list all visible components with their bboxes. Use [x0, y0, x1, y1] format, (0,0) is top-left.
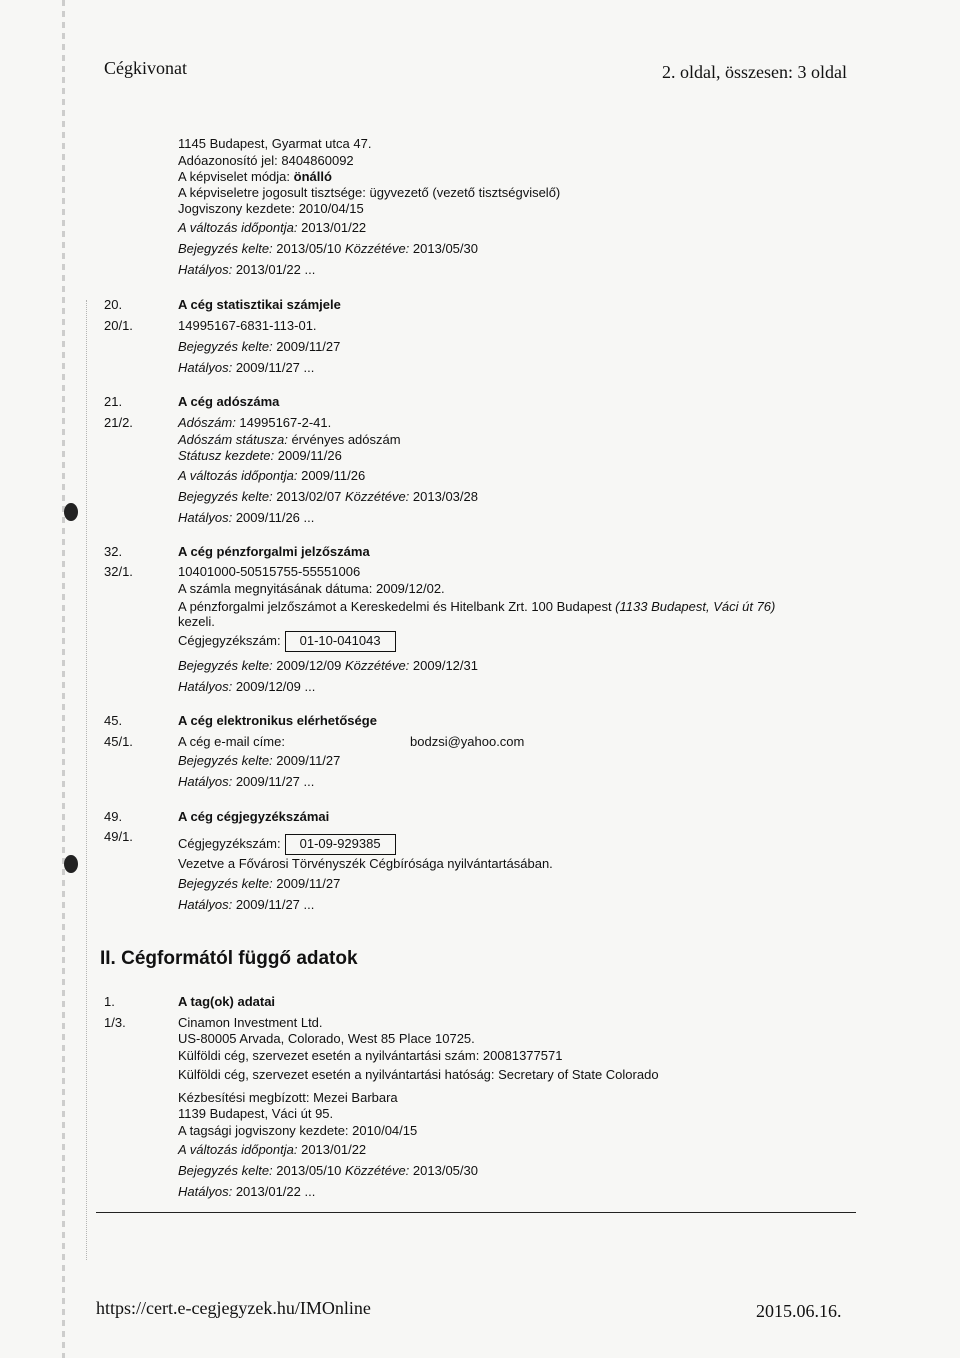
section-title: A tag(ok) adatai	[178, 994, 276, 1009]
effective-label: Hatályos:	[178, 1184, 236, 1199]
registration-line	[178, 658, 478, 674]
effective-label: Hatályos:	[178, 510, 236, 525]
effective-label: Hatályos:	[178, 897, 236, 912]
publication-label: Közzétéve:	[341, 658, 413, 673]
tax-id-label: Adóazonosító jel:	[178, 153, 282, 168]
registration-label: Bejegyzés kelte:	[178, 489, 277, 504]
registration-date: 2009/12/09	[276, 658, 342, 673]
tax-id-value: 8404860092	[281, 153, 354, 168]
representation-mode-value: önálló	[293, 169, 332, 184]
legal-relationship-line	[178, 201, 364, 217]
agent-address: 1139 Budapest, Váci út 95.	[178, 1106, 334, 1121]
section-number: 1.	[104, 994, 115, 1009]
regno-box: 01-09-929385	[285, 834, 396, 855]
registration-line	[178, 241, 478, 257]
section-title: A cég statisztikai számjele	[178, 297, 341, 312]
managed-line: kezeli.	[178, 614, 215, 629]
section-number: 45.	[104, 713, 123, 728]
registration-line	[178, 1163, 478, 1179]
section-title: A cég cégjegyzékszámai	[178, 809, 330, 824]
publication-date: 2013/05/30	[412, 241, 478, 256]
registration-date: 2009/11/27	[276, 876, 341, 891]
status-start-label: Státusz kezdete:	[178, 448, 278, 463]
registration-label: Bejegyzés kelte:	[178, 339, 277, 354]
change-date-label: A változás időpontja:	[178, 1142, 302, 1157]
section-number: 20.	[104, 297, 123, 312]
effective-date: 2009/11/26 ...	[235, 510, 315, 525]
regno-label: Cégjegyzékszám:	[178, 633, 281, 648]
subsection-number: 20/1.	[104, 318, 133, 333]
bank-regno-line	[178, 631, 396, 652]
effective-label: Hatályos:	[178, 360, 236, 375]
punch-hole-icon	[64, 855, 78, 873]
publication-label: Közzétéve:	[341, 1163, 413, 1178]
tax-status-label: Adószám státusza:	[178, 432, 292, 447]
subsection-number: 45/1.	[104, 734, 133, 749]
section-title: A cég pénzforgalmi jelzőszáma	[178, 544, 370, 559]
change-date-label: A változás időpontja:	[178, 468, 302, 483]
part-title: II. Cégformától függő adatok	[100, 948, 358, 969]
registration-date: 2009/11/27	[276, 753, 341, 768]
effective-line	[178, 897, 314, 913]
publication-label: Közzétéve:	[341, 489, 413, 504]
scan-edge-marks	[62, 0, 65, 1358]
publication-date: 2013/03/28	[412, 489, 478, 504]
registration-label: Bejegyzés kelte:	[178, 1163, 277, 1178]
section-number: 49.	[104, 809, 123, 824]
effective-line	[178, 262, 315, 278]
effective-date: 2009/11/27 ...	[235, 360, 315, 375]
change-date-line	[178, 468, 365, 484]
effective-date: 2013/01/22 ...	[235, 262, 316, 277]
bank-line	[178, 599, 775, 615]
change-date-value: 2013/01/22	[301, 1142, 367, 1157]
position-line	[178, 185, 560, 201]
effective-line	[178, 510, 314, 526]
subsection-number: 32/1.	[104, 564, 133, 579]
publication-date: 2009/12/31	[412, 658, 478, 673]
publication-date: 2013/05/30	[412, 1163, 478, 1178]
effective-label: Hatályos:	[178, 774, 236, 789]
legal-relationship-label: Jogviszony kezdete:	[178, 201, 299, 216]
change-date-value: 2013/01/22	[301, 220, 367, 235]
footer-url[interactable]: https://cert.e-cegjegyzek.hu/IMOnline	[96, 1298, 371, 1318]
address-line: 1145 Budapest, Gyarmat utca 47.	[178, 136, 372, 151]
effective-date: 2013/01/22 ...	[235, 1184, 316, 1199]
account-open-date-line: A számla megnyitásának dátuma: 2009/12/02.	[178, 581, 445, 596]
effective-date: 2009/11/27 ...	[235, 774, 315, 789]
registration-date: 2013/02/07	[276, 489, 342, 504]
tax-id-line	[178, 153, 354, 169]
effective-date: 2009/11/27 ...	[235, 897, 315, 912]
member-address: US-80005 Arvada, Colorado, West 85 Place 10725.	[178, 1031, 475, 1046]
section-title: A cég elektronikus elérhetősége	[178, 713, 377, 728]
subsection-number: 1/3.	[104, 1015, 126, 1030]
registration-label: Bejegyzés kelte:	[178, 658, 277, 673]
email-value[interactable]: bodzsi@yahoo.com	[410, 734, 525, 749]
subsection-number: 49/1.	[104, 829, 133, 844]
foreign-reg-line: Külföldi cég, szervezet esetén a nyilvántartási szám: 20081377571	[178, 1048, 563, 1063]
bank-address: (1133 Budapest, Váci út 76)	[615, 599, 776, 614]
court-line: Vezetve a Fővárosi Törvényszék Cégbírósága nyilvántartásában.	[178, 856, 553, 871]
tax-number-label: Adószám:	[178, 415, 240, 430]
effective-date: 2009/12/09 ...	[235, 679, 316, 694]
registration-line	[178, 753, 340, 769]
position-label: A képviseletre jogosult tisztsége:	[178, 185, 370, 200]
punch-hole-icon	[64, 503, 78, 521]
effective-line	[178, 774, 314, 790]
tax-number-value: 14995167-2-41.	[239, 415, 332, 430]
section-number: 32.	[104, 544, 123, 559]
effective-label: Hatályos:	[178, 679, 236, 694]
document-title: Cégkivonat	[104, 58, 187, 78]
status-start-value: 2009/11/26	[277, 448, 342, 463]
member-name: Cinamon Investment Ltd.	[178, 1015, 323, 1030]
email-label: A cég e-mail címe:	[178, 734, 285, 749]
section-title: A cég adószáma	[178, 394, 280, 409]
bank-text: A pénzforgalmi jelzőszámot a Kereskedelmi és Hitelbank Zrt. 100 Budapest	[178, 599, 616, 614]
account-number: 10401000-50515755-55551006	[178, 564, 361, 579]
publication-label: Közzétéve:	[341, 241, 413, 256]
regno-label: Cégjegyzékszám:	[178, 836, 281, 851]
tax-status-line	[178, 432, 401, 448]
regno-box: 01-10-041043	[285, 631, 396, 652]
change-date-line	[178, 220, 366, 236]
change-date-label: A változás időpontja:	[178, 220, 302, 235]
effective-label: Hatályos:	[178, 262, 236, 277]
footer-date: 2015.06.16.	[756, 1301, 842, 1321]
scan-dotted-line	[86, 300, 88, 1260]
page-indicator: 2. oldal, összesen: 3 oldal	[662, 62, 847, 82]
statistical-number: 14995167-6831-113-01.	[178, 318, 317, 333]
footer-divider	[96, 1212, 856, 1213]
registration-line	[178, 339, 340, 355]
registration-date: 2013/05/10	[276, 1163, 342, 1178]
status-start-line	[178, 448, 342, 464]
registration-label: Bejegyzés kelte:	[178, 753, 277, 768]
change-date-line	[178, 1142, 366, 1158]
position-value: ügyvezető (vezető tisztségviselő)	[369, 185, 561, 200]
effective-line	[178, 360, 314, 376]
legal-relationship-value: 2010/04/15	[298, 201, 364, 216]
representation-mode-line	[178, 169, 332, 185]
registration-line	[178, 489, 478, 505]
section-number: 21.	[104, 394, 123, 409]
effective-line	[178, 679, 315, 695]
change-date-value: 2009/11/26	[301, 468, 366, 483]
tax-number-line	[178, 415, 331, 431]
foreign-authority-line: Külföldi cég, szervezet esetén a nyilvántartási hatóság: Secretary of State Colorado	[178, 1067, 659, 1082]
registration-date: 2013/05/10	[276, 241, 342, 256]
effective-line	[178, 1184, 315, 1200]
subsection-number: 21/2.	[104, 415, 133, 430]
company-regno-line	[178, 834, 396, 855]
registration-label: Bejegyzés kelte:	[178, 241, 277, 256]
tax-status-value: érvényes adószám	[291, 432, 401, 447]
representation-mode-label: A képviselet módja:	[178, 169, 294, 184]
registration-date: 2009/11/27	[276, 339, 341, 354]
registration-line	[178, 876, 340, 892]
registration-label: Bejegyzés kelte:	[178, 876, 277, 891]
membership-start-line: A tagsági jogviszony kezdete: 2010/04/15	[178, 1123, 418, 1138]
agent-line: Kézbesítési megbízott: Mezei Barbara	[178, 1090, 398, 1105]
